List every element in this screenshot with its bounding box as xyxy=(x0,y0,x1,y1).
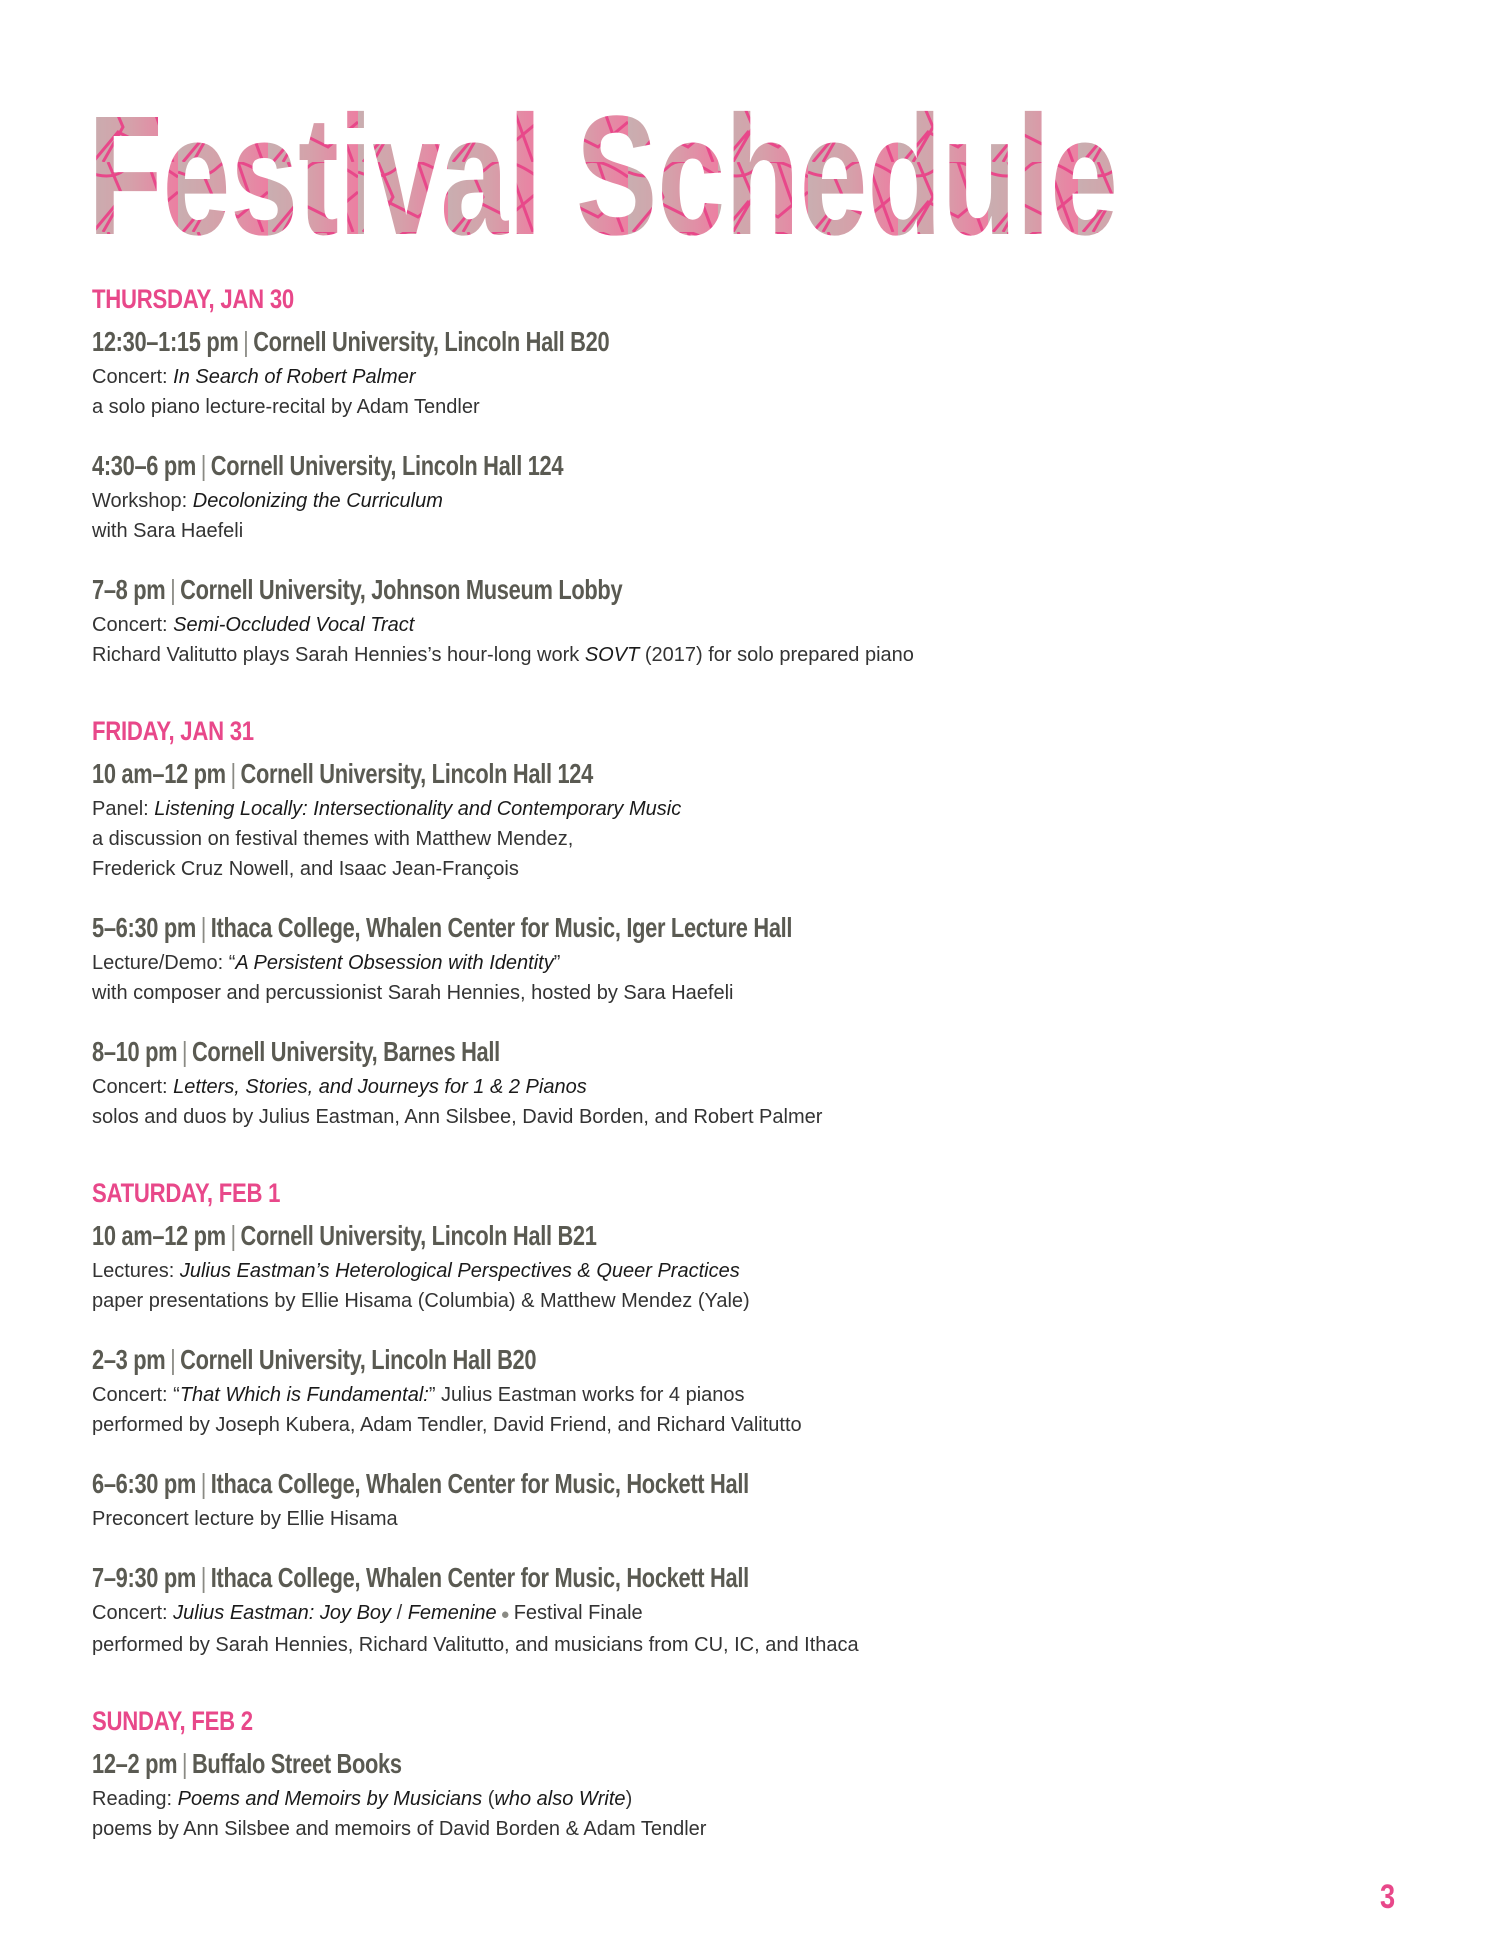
event-time-venue: 4:30–6 pm | Cornell University, Lincoln Hall 124 xyxy=(92,450,564,481)
event-item xyxy=(92,1560,1432,1660)
event-item xyxy=(92,1746,1432,1844)
event-time-venue: 7–8 pm | Cornell University, Johnson Museum Lobby xyxy=(92,574,623,605)
event-description: Frederick Cruz Nowell, and Isaac Jean-François xyxy=(92,858,519,880)
page-title: Festival Schedule xyxy=(88,81,1118,271)
event-description: performed by Sarah Hennies, Richard Valitutto, and musicians from CU, IC, and Ithaca xyxy=(92,1634,859,1656)
event-description: with composer and percussionist Sarah Hennies, hosted by Sara Haefeli xyxy=(92,982,734,1004)
event-time-venue: 2–3 pm | Cornell University, Lincoln Hall B20 xyxy=(92,1344,537,1375)
event-time-venue: 8–10 pm | Cornell University, Barnes Hall xyxy=(92,1036,500,1067)
event-description: Richard Valitutto plays Sarah Hennies’s hour-long work SOVT (2017) for solo prepared piano xyxy=(92,644,914,666)
event-description: solos and duos by Julius Eastman, Ann Silsbee, David Borden, and Robert Palmer xyxy=(92,1106,823,1128)
event-item xyxy=(92,1466,1432,1534)
day-thursday xyxy=(92,282,1432,670)
event-title: Concert: Letters, Stories, and Journeys for 1 & 2 Pianos xyxy=(92,1076,587,1098)
schedule xyxy=(92,282,1432,1888)
event-item xyxy=(92,572,1432,670)
day-heading: SUNDAY, FEB 2 xyxy=(92,1706,253,1736)
event-title: Reading: Poems and Memoirs by Musicians (who also Write) xyxy=(92,1788,633,1810)
page-number: 3 xyxy=(1380,1878,1396,1916)
event-time-venue: 10 am–12 pm | Cornell University, Lincoln Hall B21 xyxy=(92,1220,597,1251)
day-sunday xyxy=(92,1704,1432,1844)
event-title: Concert: Julius Eastman: Joy Boy / Femenine ● Festival Finale xyxy=(92,1602,643,1624)
event-description: Preconcert lecture by Ellie Hisama xyxy=(92,1508,398,1530)
event-time-venue: 10 am–12 pm | Cornell University, Lincoln Hall 124 xyxy=(92,758,593,789)
event-time-venue: 6–6:30 pm | Ithaca College, Whalen Center for Music, Hockett Hall xyxy=(92,1468,749,1499)
event-item xyxy=(92,448,1432,546)
event-title: Lectures: Julius Eastman’s Heterological Perspectives & Queer Practices xyxy=(92,1260,740,1282)
event-description: performed by Joseph Kubera, Adam Tendler, David Friend, and Richard Valitutto xyxy=(92,1414,802,1436)
event-time-venue: 5–6:30 pm | Ithaca College, Whalen Center for Music, Iger Lecture Hall xyxy=(92,912,793,943)
event-title: Concert: “That Which is Fundamental:” Julius Eastman works for 4 pianos xyxy=(92,1384,745,1406)
event-description: a discussion on festival themes with Matthew Mendez, xyxy=(92,828,574,850)
event-description: with Sara Haefeli xyxy=(92,520,244,542)
event-description: paper presentations by Ellie Hisama (Columbia) & Matthew Mendez (Yale) xyxy=(92,1290,750,1312)
event-title: Concert: In Search of Robert Palmer xyxy=(92,366,416,388)
event-time-venue: 12–2 pm | Buffalo Street Books xyxy=(92,1748,402,1779)
event-item xyxy=(92,910,1432,1008)
page-title-graphic xyxy=(88,81,1138,271)
event-time-venue: 7–9:30 pm | Ithaca College, Whalen Center for Music, Hockett Hall xyxy=(92,1562,749,1593)
event-item xyxy=(92,1034,1432,1132)
day-friday xyxy=(92,714,1432,1132)
event-title: Concert: Semi-Occluded Vocal Tract xyxy=(92,614,415,636)
bullet-dot: ● xyxy=(500,1606,510,1623)
event-title: Workshop: Decolonizing the Curriculum xyxy=(92,490,443,512)
event-item xyxy=(92,324,1432,422)
event-description: a solo piano lecture-recital by Adam Tendler xyxy=(92,396,480,418)
day-heading: THURSDAY, JAN 30 xyxy=(92,284,294,314)
event-description: poems by Ann Silsbee and memoirs of David Borden & Adam Tendler xyxy=(92,1818,707,1840)
event-item xyxy=(92,756,1432,884)
event-item xyxy=(92,1342,1432,1440)
event-time-venue: 12:30–1:15 pm | Cornell University, Lincoln Hall B20 xyxy=(92,326,610,357)
event-item xyxy=(92,1218,1432,1316)
event-title: Lecture/Demo: “A Persistent Obsession with Identity” xyxy=(92,952,561,974)
event-title: Panel: Listening Locally: Intersectionality and Contemporary Music xyxy=(92,798,682,820)
day-heading: SATURDAY, FEB 1 xyxy=(92,1178,281,1208)
day-saturday xyxy=(92,1176,1432,1660)
day-heading: FRIDAY, JAN 31 xyxy=(92,716,254,746)
